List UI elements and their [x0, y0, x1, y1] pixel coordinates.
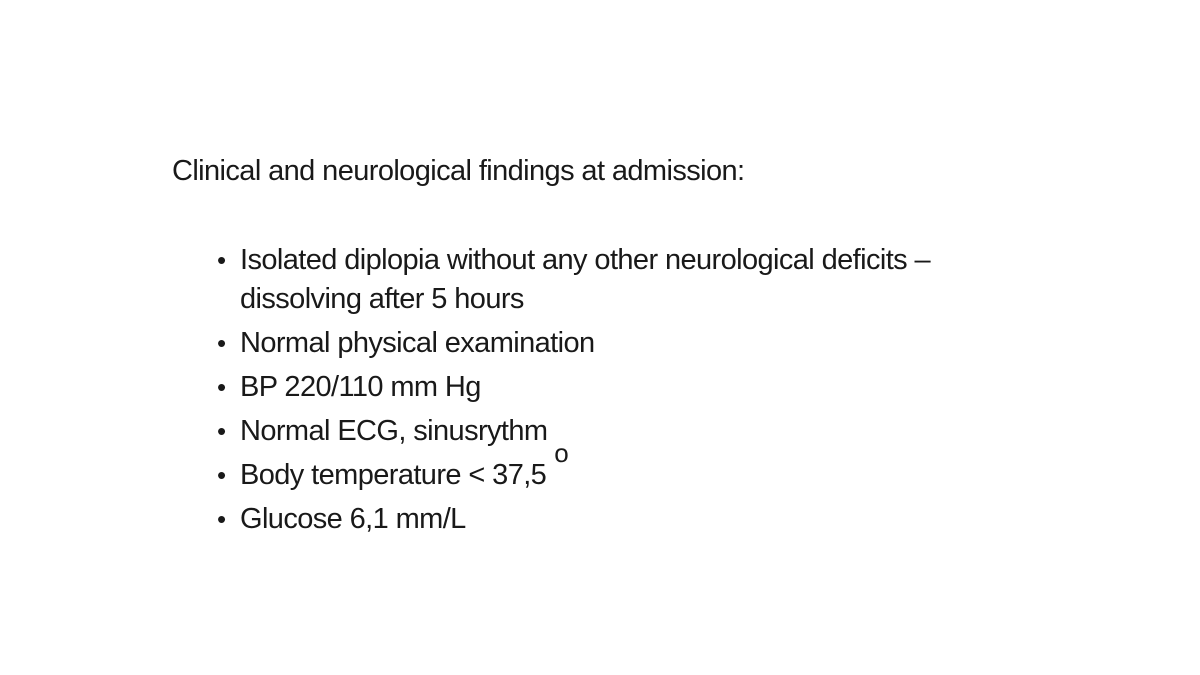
bullet-marker: •: [217, 416, 226, 446]
bullet-marker: •: [217, 245, 226, 275]
bullet-line: Normal physical examination: [240, 327, 595, 359]
bullet-marker: •: [217, 372, 226, 402]
bullet-text: Body temperature < 37,5o: [240, 438, 569, 491]
bullet-item-body-temperature: [217, 438, 1087, 495]
bullet-line: Glucose 6,1 mm/L: [240, 503, 466, 535]
bullet-line: Body temperature < 37,5: [240, 459, 547, 491]
bullet-list: [217, 241, 1087, 544]
bullet-item-ecg: [217, 412, 1087, 451]
bullet-text: [240, 241, 1087, 319]
bullet-marker: •: [217, 504, 226, 534]
bullet-text: [240, 500, 1087, 539]
bullet-item-diplopia: [217, 241, 1087, 319]
bullet-line: BP 220/110 mm Hg: [240, 371, 481, 403]
slide-title: Clinical and neurological findings at admission:: [172, 155, 745, 187]
bullet-item-blood-pressure: [217, 368, 1087, 407]
bullet-line: Normal ECG, sinusrythm: [240, 415, 548, 447]
bullet-marker: •: [217, 328, 226, 358]
bullet-marker: •: [217, 460, 226, 490]
bullet-text: [240, 368, 1087, 407]
bullet-line: dissolving after 5 hours: [240, 283, 524, 315]
bullet-line: Isolated diplopia without any other neurological deficits –: [240, 244, 931, 276]
bullet-text: [240, 412, 1087, 451]
bullet-item-glucose: [217, 500, 1087, 539]
bullet-item-physical-exam: [217, 324, 1087, 363]
bullet-text: [240, 324, 1087, 363]
